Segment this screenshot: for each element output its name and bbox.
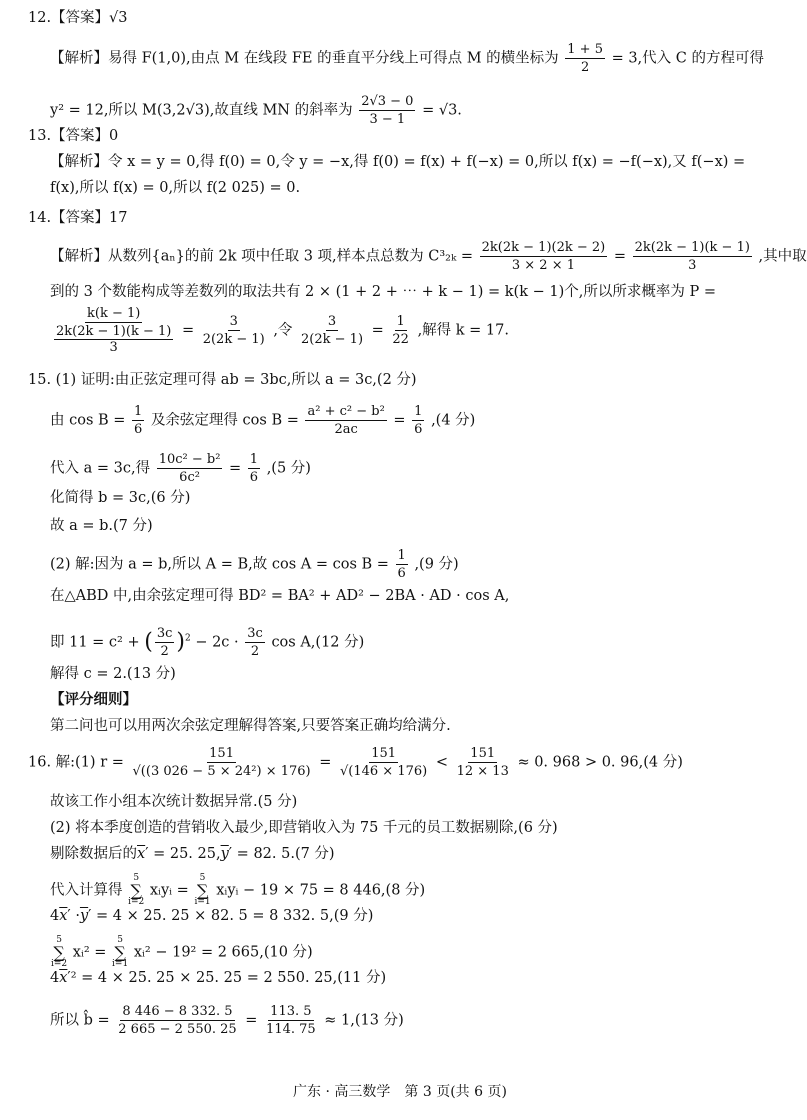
q12-text: = 3,代入 C 的方程可得 (611, 50, 764, 67)
q15-line7: 在△ABD 中,由余弦定理可得 BD² = BA² + AD² − 2BA · AD · cos A, (50, 588, 510, 604)
q15-line8: 即 11 = c² + ( $\frac{3c}{2}$ )$^2$ − 2c · $\frac{3c}{2}$ cos A,(12 分) (50, 626, 365, 659)
q14-text: ,其中取 (758, 248, 807, 265)
fraction: $\frac{8 446 - 8 332. 5}{2 665 - 2 550. 25}$ (118, 1004, 237, 1037)
fraction: $\frac{3}{2(2k - 1)}$ (301, 314, 364, 347)
summation-symbol: 5 ∑ i=1 (194, 873, 211, 907)
compound-fraction: k(k − 1) 2k(2k − 1)(k − 1) 3 (56, 306, 172, 355)
q14-text: ,令 (273, 322, 293, 339)
q15-line1: 15. (1) 证明:由正弦定理可得 ab = 3bc,所以 a = 3c,(2 分) (28, 372, 417, 388)
q16-line5: 代入计算得 5 ∑ i=2 xᵢyᵢ = 5 ∑ i=1 xᵢyᵢ − 19 × 75 = 8 446,(8 分) (50, 873, 426, 907)
q12-text: = √3. (422, 102, 462, 119)
page-footer: 广东 · 高三数学 第 3 页(共 6 页) (293, 1084, 507, 1100)
summation-symbol: 5 ∑ i=2 (128, 873, 145, 907)
q13-answer: 13.【答案】0 (28, 128, 119, 144)
q15-rule-text: 第二问也可以用两次余弦定理解得答案,只要答案正确均给满分. (50, 718, 451, 734)
q15-line5: 故 a = b.(7 分) (50, 518, 153, 534)
fraction: $\frac{151}{12 \times 13}$ (456, 746, 509, 779)
fraction: $\frac{113. 5}{114. 75}$ (266, 1004, 316, 1037)
fraction: $\frac{2k(2k - 1)(k - 1)}{3}$ (634, 240, 750, 273)
summation-symbol: 5 ∑ i=2 (51, 935, 68, 969)
q16-line6: $4\overline{x}' \cdot\overline{y}' = 4 \times 25$. 25 × 82. 5 = 8 332. 5,(9 分) (50, 908, 374, 924)
q14-analysis-line1 (50, 240, 807, 273)
fraction: $\frac{2k(2k - 1)(2k - 2)}{3 \times 2 \times 1}$ (481, 240, 606, 273)
q16-line9: 所以 b̂ = $\frac{8 446 - 8 332. 5}{2 665 - 2 550. 25}$ = $\frac{113. 5}{114. 75}$ ≈ 1,(13 分) (50, 1004, 404, 1037)
q12-answer: 12.【答案】√3 (28, 10, 128, 26)
q16-line2: 故该工作小组本次统计数据异常.(5 分) (50, 794, 298, 810)
fraction: $\frac{3}{2(2k - 1)}$ (202, 314, 265, 347)
q12-text: 【解析】易得 F(1,0),由点 M 在线段 FE 的垂直平分线上可得点 M 的横坐标为 (50, 50, 559, 67)
fraction: $\frac{151}{\text{√((3 026 − 5 × 24²) × 176)}}$ (132, 746, 311, 779)
equals: = (181, 322, 195, 339)
q12-analysis-line2 (50, 94, 462, 127)
q14-analysis-line3 (50, 306, 509, 355)
fraction: $\frac{1}{22}$ (392, 314, 409, 347)
q12-text: y² = 12,所以 M(3,2√3),故直线 MN 的斜率为 (50, 102, 353, 119)
fraction: $\frac{1}{6}$ (397, 548, 406, 581)
q15-line4: 化简得 b = 3c,(6 分) (50, 490, 191, 506)
q16-line1: 16. 解:(1) r = $\frac{151}{\text{√((3 026 − 5 × 24²) × 176)}}$ = $\frac{151}{√(146 \times 176)}$ < $\frac{151}{12 \times 13}$ ≈ 0. 968 > 0. 96,(4 分) (28, 746, 683, 779)
fraction: $\frac{151}{√(146 \times 176)}$ (340, 746, 428, 779)
q13-analysis-line1: 【解析】令 x = y = 0,得 f(0) = 0,令 y = −x,得 f(0) = f(x) + f(−x) = 0,所以 f(x) = −f(−x),又 f(−x) = (50, 154, 746, 170)
fraction: $\frac{3c}{2}$ (247, 626, 263, 659)
q14-text: ,解得 k = 17. (417, 322, 509, 339)
fraction: $\frac{1}{6}$ (249, 452, 259, 485)
equals: = (613, 248, 626, 265)
q16-line7: 5 ∑ i=2 xᵢ² = 5 ∑ i=1 xᵢ² − 19² = 2 665,(10 分) (51, 935, 313, 969)
fraction: $\frac{1}{6}$ (134, 404, 143, 437)
q14-answer: 14.【答案】17 (28, 210, 128, 226)
fraction: $\frac{\text{a² + c² − b²}}{2ac}$ (307, 404, 385, 437)
q12-analysis-line1 (50, 42, 764, 75)
q14-analysis-line2: 到的 3 个数能构成等差数列的取法共有 2 × (1 + 2 + ⋯ + k − 1) = k(k − 1)个,所以所求概率为 P = (50, 284, 716, 300)
q15-rule-title: 【评分细则】 (50, 691, 137, 708)
q16-line3: (2) 将本季度创造的营销收入最少,即营销收入为 75 千元的员工数据剔除,(6 分) (50, 820, 558, 836)
fraction: $\frac{\text{10c² − b²}}{\text{6c²}}$ (158, 452, 221, 485)
fraction: $\frac{1 + 5}{2}$ (567, 42, 603, 75)
q15-line9: 解得 c = 2.(13 分) (50, 666, 176, 682)
q16-line8: $4\overline{x}'^2 = 4 \times 25$. 25 × 25. 25 = 2 550. 25,(11 分) (50, 970, 387, 986)
q16-line4: 剔除数据后的$\overline{x}' = 25$. $25,\overline{y}' = 82$. 5.(7 分) (50, 846, 335, 862)
q15-line2: 由 cos B = $\frac{1}{6}$ 及余弦定理得 cos B = $\frac{\text{a² + c² − b²}}{2ac}$ = $\frac{1}{6}$ ,(4 分) (50, 404, 476, 437)
equals: = (371, 322, 384, 339)
fraction: $\frac{3c}{2}$ (156, 626, 173, 659)
q15-line6: (2) 解:因为 a = b,所以 A = B,故 cos A = cos B = $\frac{1}{6}$ ,(9 分) (50, 548, 459, 581)
q14-text: 【解析】从数列{aₙ}的前 2k 项中任取 3 项,样本点总数为 C³₂ₖ = (50, 248, 474, 265)
q13-analysis-line2: f(x),所以 f(x) = 0,所以 f(2 025) = 0. (50, 180, 301, 196)
q15-line3: 代入 a = 3c,得 $\frac{\text{10c² − b²}}{\text{6c²}}$ = $\frac{1}{6}$ ,(5 分) (50, 452, 311, 485)
fraction: $\frac{2√3 - 0}{3 - 1}$ (361, 94, 414, 127)
summation-symbol: 5 ∑ i=1 (112, 935, 129, 969)
fraction: $\frac{1}{6}$ (414, 404, 423, 437)
